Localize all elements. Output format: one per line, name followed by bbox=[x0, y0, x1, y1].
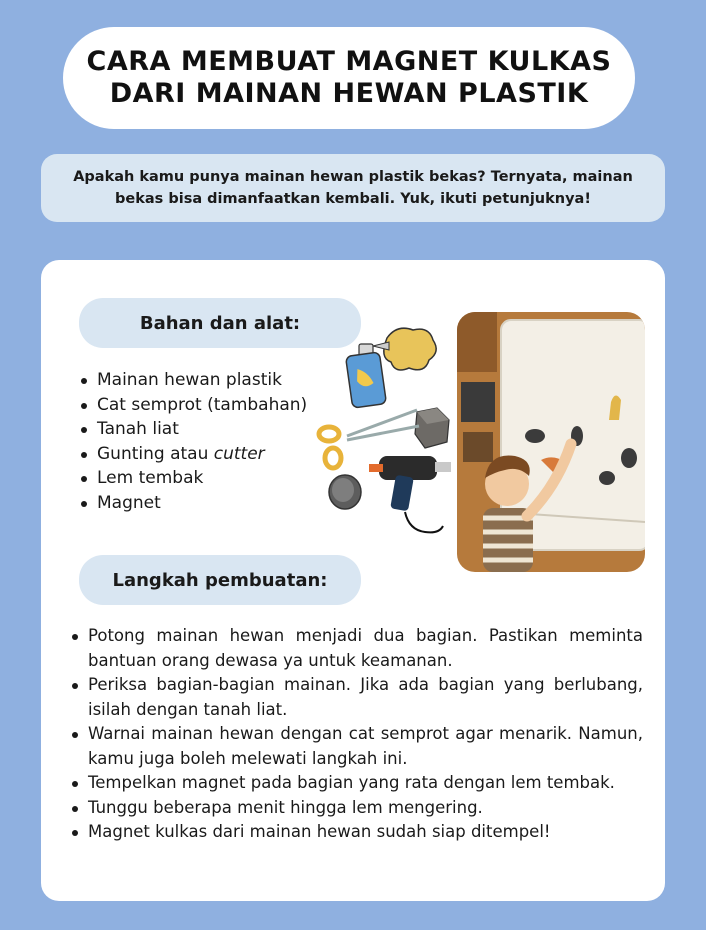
step-item: Potong mainan hewan menjadi dua bagian. Pastikan meminta bantuan orang dewasa ya untuk keamanan. bbox=[71, 624, 643, 673]
page-title: CARA MEMBUAT MAGNET KULKAS DARI MAINAN HEWAN PLASTIK bbox=[86, 46, 612, 109]
title-banner bbox=[63, 27, 635, 129]
step-item: Magnet kulkas dari mainan hewan sudah siap ditempel! bbox=[71, 820, 643, 845]
fridge-photo bbox=[457, 312, 645, 572]
material-item: Mainan hewan plastik bbox=[81, 368, 307, 393]
material-item: Magnet bbox=[81, 491, 307, 516]
material-item: Gunting atau cutter bbox=[81, 442, 307, 467]
tools-illustration bbox=[309, 308, 459, 538]
steps-heading: Langkah pembuatan: bbox=[79, 555, 361, 605]
content-card bbox=[41, 260, 665, 901]
intro-text: Apakah kamu punya mainan hewan plastik bekas? Ternyata, mainan bekas bisa dimanfaatkan kembali. Yuk, ikuti petunjuknya! bbox=[73, 169, 633, 207]
spray-paint-icon bbox=[346, 328, 437, 408]
step-item: Warnai mainan hewan dengan cat semprot agar menarik. Namun, kamu juga boleh melewati langkah ini. bbox=[71, 722, 643, 771]
magnet-icon bbox=[329, 475, 361, 509]
intro-box bbox=[41, 154, 665, 222]
steps-list bbox=[71, 624, 643, 845]
materials-list bbox=[81, 368, 307, 516]
material-item: Tanah liat bbox=[81, 417, 307, 442]
step-item: Tempelkan magnet pada bagian yang rata dengan lem tembak. bbox=[71, 771, 643, 796]
material-item: Cat semprot (tambahan) bbox=[81, 393, 307, 418]
clay-block-icon bbox=[415, 408, 449, 448]
step-item: Tunggu beberapa menit hingga lem mengering. bbox=[71, 796, 643, 821]
step-item: Periksa bagian-bagian mainan. Jika ada bagian yang berlubang, isilah dengan tanah liat. bbox=[71, 673, 643, 722]
glue-gun-icon bbox=[369, 456, 451, 532]
material-item: Lem tembak bbox=[81, 466, 307, 491]
materials-heading: Bahan dan alat: bbox=[79, 298, 361, 348]
